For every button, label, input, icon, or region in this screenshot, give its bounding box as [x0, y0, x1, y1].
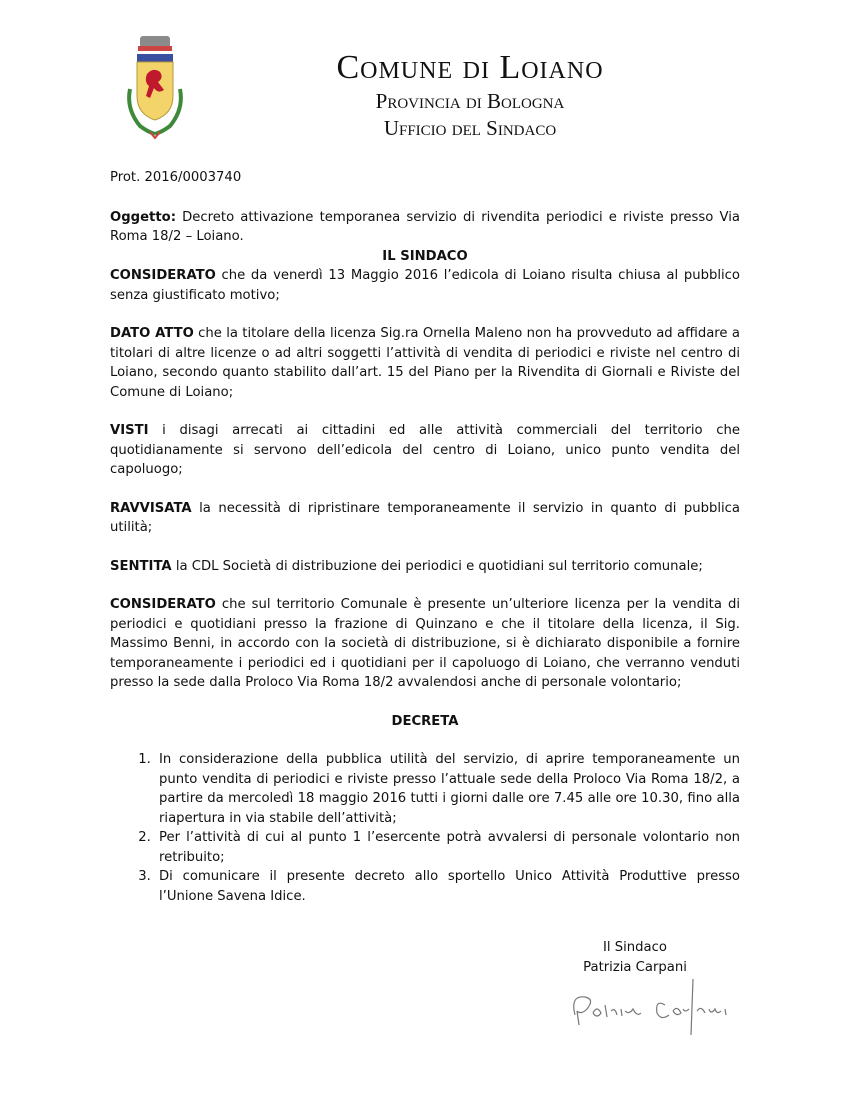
decree-item: 2. Per l’attività di cui al punto 1 l’esercente potrà avvalersi di personale volontario non retribuito;	[155, 828, 740, 867]
paragraph-ravvisata	[110, 499, 740, 538]
paragraph-visti	[110, 421, 740, 480]
paragraph-text: i disagi arrecati ai cittadini ed alle attività commerciali del territorio che quotidianamente si servono dell’edicola del centro di Loiano, unico punto vendita del capoluogo;	[110, 423, 740, 477]
paragraph-dato-atto	[110, 324, 740, 402]
paragraph-text: che sul territorio Comunale è presente un’ulteriore licenza per la vendita di periodici e quotidiani presso la frazione di Quinzano e che il titolare della licenza, il Sig. Massimo Benni, in accordo con la società di distribuzione, si è dichiarato disponibile a fornire temporaneamente i periodici ed i quotidiani per il capoluogo di Loiano, che verranno venduti presso la sede dalla Proloco Via Roma 18/2 avvalendosi anche di personale volontario;	[110, 597, 740, 690]
decree-list	[110, 750, 740, 906]
paragraph-text: che da venerdì 13 Maggio 2016 l’edicola di Loiano risulta chiusa al pubblico senza giustificato motivo;	[110, 268, 740, 303]
paragraph-text: la necessità di ripristinare temporaneamente il servizio in quanto di pubblica utilità;	[110, 500, 740, 535]
paragraph-lead: RAVVISATA	[110, 500, 192, 516]
paragraph-lead: CONSIDERATO	[110, 597, 216, 612]
subject-text: Decreto attivazione temporanea servizio di rivendita periodici e riviste presso Via Roma 18/2 – Loiano.	[110, 209, 740, 244]
paragraph-lead: CONSIDERATO	[110, 268, 216, 283]
office-subtitle: Ufficio del Sindaco	[383, 116, 557, 140]
signature-block	[570, 938, 700, 977]
paragraph-lead: VISTI	[110, 423, 149, 438]
section-title: IL SINDACO	[382, 248, 468, 264]
signer-role: Il Sindaco	[603, 940, 667, 955]
paragraph-text: la CDL Società di distribuzione dei periodici e quotidiani sul territorio comunale;	[171, 558, 703, 574]
subject-line	[110, 208, 740, 247]
document-body	[110, 168, 740, 906]
paragraph-considerato-2	[110, 595, 740, 693]
signer-name: Patrizia Carpani	[583, 959, 687, 975]
handwritten-signature-icon	[565, 975, 745, 1045]
decree-item: 1. In considerazione della pubblica utilità del servizio, di aprire temporaneamente un punto vendita di periodici e riviste presso l’attuale sede della Proloco Via Roma 18/2, a partire da mercoledì 18 maggio 2016 tutti i giorni dalle ore 7.45 alle ore 10.30, fino alla riapertura in via stabile dell’attività;	[155, 750, 740, 828]
paragraph-considerato-1	[110, 266, 740, 305]
paragraph-lead: SENTITA	[110, 558, 172, 574]
decree-title: DECRETA	[391, 713, 459, 729]
municipality-title: Comune di Loiano	[336, 49, 604, 86]
paragraph-sentita	[110, 557, 740, 577]
paragraph-text: che la titolare della licenza Sig.ra Ornella Maleno non ha provveduto ad affidare a titolari di altre licenze o ad altri soggetti l’attività di vendita di periodici e riviste nel centro di Loiano, secondo quanto stabilito dall’art. 15 del Piano per la Rivendita di Giornali e Riviste del Comune di Loiano;	[110, 326, 740, 400]
coat-of-arms-icon	[120, 34, 190, 142]
letterhead	[250, 48, 690, 142]
subject-label: Oggetto:	[110, 209, 176, 225]
province-subtitle: Provincia di Bologna	[375, 89, 565, 113]
decree-item: 3. Di comunicare il presente decreto allo sportello Unico Attività Produttive presso l’Unione Savena Idice.	[155, 867, 740, 906]
protocol-number: Prot. 2016/0003740	[110, 170, 242, 185]
paragraph-lead: DATO ATTO	[110, 326, 194, 341]
